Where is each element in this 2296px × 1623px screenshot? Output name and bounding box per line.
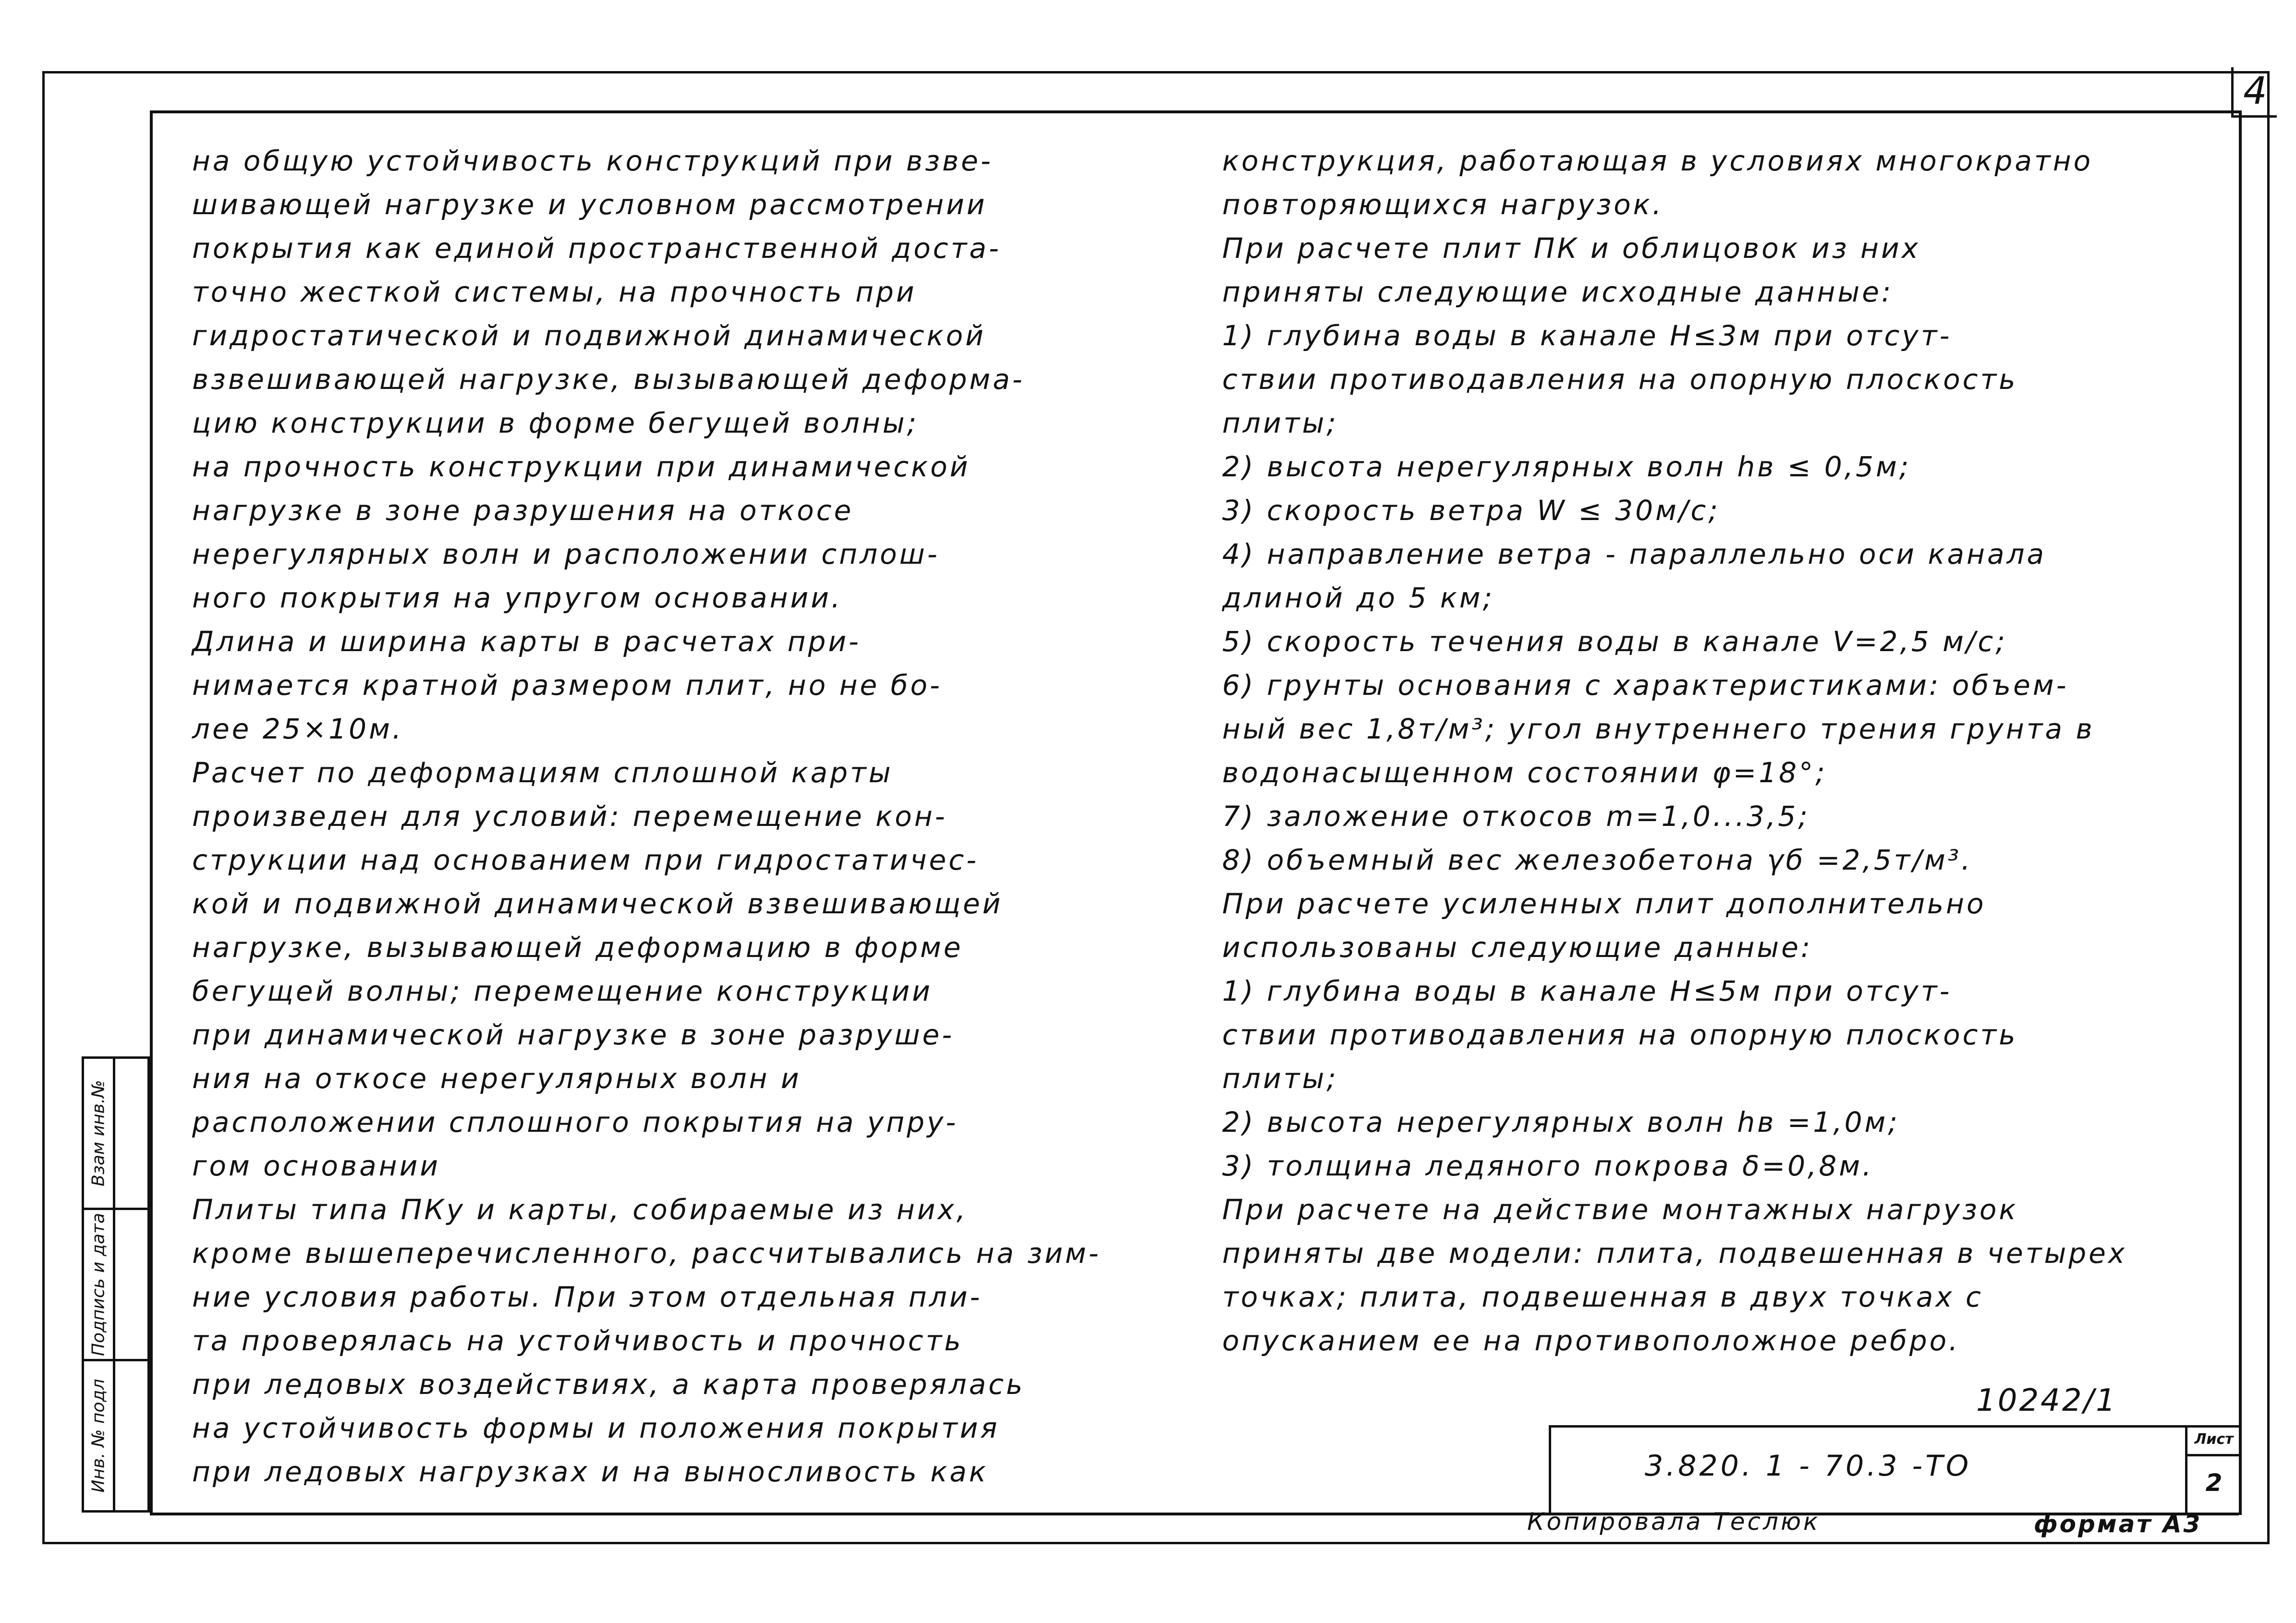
paper-format: формат А3 <box>2034 1510 2202 1538</box>
text-line: на устойчивость формы и положения покрытия <box>192 1412 1000 1444</box>
text-line: длиной до 5 км; <box>1222 581 1495 614</box>
text-line: При расчете на действие монтажных нагрузок <box>1222 1193 2018 1226</box>
text-line: произведен для условий: перемещение кон- <box>192 800 948 833</box>
text-line: взвешивающей нагрузке, вызывающей деформа- <box>192 363 1025 396</box>
text-line: шивающей нагрузке и условном рассмотрении <box>192 188 987 221</box>
frame-top-line <box>150 110 2239 113</box>
text-line: При расчете плит ПК и облицовок из них <box>1222 232 1920 265</box>
sheet-box <box>2185 1425 2240 1514</box>
sheet-value: 2 <box>2205 1469 2223 1497</box>
text-line: 5) скорость течения воды в канале V=2,5 м/с; <box>1222 625 2007 658</box>
text-line: расположении сплошного покрытия на упру- <box>192 1106 959 1139</box>
text-line: кой и подвижной динамической взвешивающей <box>192 887 1003 920</box>
text-line: 6) грунты основания с характеристиками: объем- <box>1222 669 2069 702</box>
text-line: на общую устойчивость конструкций при взве- <box>192 145 993 177</box>
text-line: При расчете усиленных плит дополнительно <box>1222 887 1986 920</box>
side-stamp-label: Инв. № подл <box>88 1379 109 1493</box>
text-line: при ледовых воздействиях, а карта проверялась <box>192 1368 1025 1401</box>
left-text-column <box>192 139 1129 1494</box>
text-line: ния на откосе нерегулярных волн и <box>192 1062 802 1095</box>
text-line: кроме вышеперечисленного, рассчитывались на зим- <box>192 1237 1101 1270</box>
text-line: 8) объемный вес железобетона γб =2,5т/м³. <box>1222 844 1973 876</box>
side-stamp <box>82 1056 150 1513</box>
text-line: 1) глубина воды в канале H≤3м при отсут- <box>1222 319 1952 352</box>
text-line: 3) скорость ветра W ≤ 30м/с; <box>1222 494 1720 527</box>
page-number: 4 <box>2231 67 2277 118</box>
text-line: 1) глубина воды в канале H≤5м при отсут- <box>1222 975 1952 1007</box>
text-line: ствии противодавления на опорную плоскость <box>1222 1018 2018 1051</box>
text-line: опусканием ее на противоположное ребро. <box>1222 1324 1960 1357</box>
text-line: ствии противодавления на опорную плоскость <box>1222 363 2018 396</box>
document-number: 10242/1 <box>1976 1383 2117 1418</box>
sheet-label: Лист <box>2187 1425 2240 1456</box>
text-line: лее 25×10м. <box>192 713 404 745</box>
text-line: повторяющихся нагрузок. <box>1222 188 1664 221</box>
text-line: водонасыщенном состоянии φ=18°; <box>1222 756 1827 789</box>
text-line: покрытия как единой пространственной доста- <box>192 232 1001 265</box>
title-block-top-line <box>1549 1425 2240 1428</box>
side-stamp-cell <box>84 1210 147 1361</box>
text-line: нерегулярных волн и расположении сплош- <box>192 538 940 570</box>
text-line: плиты; <box>1222 1062 1338 1095</box>
text-line: использованы следующие данные: <box>1222 931 1813 964</box>
side-stamp-label: Взам инв.№ <box>88 1080 109 1187</box>
frame-bottom-line <box>150 1513 2239 1515</box>
text-line: точно жесткой системы, на прочность при <box>192 276 917 308</box>
text-line: при ледовых нагрузках и на выносливость как <box>192 1455 988 1488</box>
text-line: приняты следующие исходные данные: <box>1222 276 1894 308</box>
text-line: нагрузке, вызывающей деформацию в форме <box>192 931 963 964</box>
text-line: ние условия работы. При этом отдельная пли- <box>192 1281 983 1313</box>
text-line: нагрузке в зоне разрушения на откосе <box>192 494 854 527</box>
text-line: Длина и ширина карты в расчетах при- <box>192 625 861 658</box>
frame-right-line <box>2239 110 2242 1515</box>
text-line: Расчет по деформациям сплошной карты <box>192 756 893 789</box>
text-line: при динамической нагрузке в зоне разруше- <box>192 1018 955 1051</box>
text-line: 3) толщина ледяного покрова δ=0,8м. <box>1222 1150 1874 1182</box>
right-text-column <box>1222 139 2197 1363</box>
text-line: струкции над основанием при гидростатичес- <box>192 844 979 876</box>
text-line: 4) направление ветра - параллельно оси канала <box>1222 538 2047 570</box>
text-line: плиты; <box>1222 407 1338 439</box>
text-line: бегущей волны; перемещение конструкции <box>192 975 933 1007</box>
side-stamp-label: Подпись и дата <box>88 1212 109 1357</box>
frame-left-line <box>150 110 153 1515</box>
text-line: цию конструкции в форме бегущей волны; <box>192 407 919 439</box>
side-stamp-cell <box>84 1059 147 1210</box>
document-designation: 3.820. 1 - 70.3 -ТО <box>1645 1449 1972 1483</box>
text-line: приняты две модели: плита, подвешенная в четырех <box>1222 1237 2127 1270</box>
text-line: 2) высота нерегулярных волн hв =1,0м; <box>1222 1106 1900 1139</box>
text-line: Плиты типа ПКу и карты, собираемые из них, <box>192 1193 968 1226</box>
text-line: 7) заложение откосов m=1,0...3,5; <box>1222 800 1810 833</box>
text-line: ный вес 1,8т/м³; угол внутреннего трения грунта в <box>1222 713 2095 745</box>
text-line: конструкция, работающая в условиях многократно <box>1222 145 2093 177</box>
side-stamp-cell <box>84 1361 147 1510</box>
text-line: точках; плита, подвешенная в двух точках с <box>1222 1281 1983 1313</box>
text-line: на прочность конструкции при динамической <box>192 450 971 483</box>
title-block-left-line <box>1549 1425 1551 1514</box>
text-line: ного покрытия на упругом основании. <box>192 581 843 614</box>
text-line: та проверялась на устойчивость и прочность <box>192 1324 963 1357</box>
text-line: гидростатической и подвижной динамической <box>192 319 986 352</box>
text-line: нимается кратной размером плит, но не бо- <box>192 669 942 702</box>
text-line: 2) высота нерегулярных волн hв ≤ 0,5м; <box>1222 450 1911 483</box>
copied-by: Копировала Теслюк <box>1527 1508 1821 1536</box>
text-line: гом основании <box>192 1150 440 1182</box>
